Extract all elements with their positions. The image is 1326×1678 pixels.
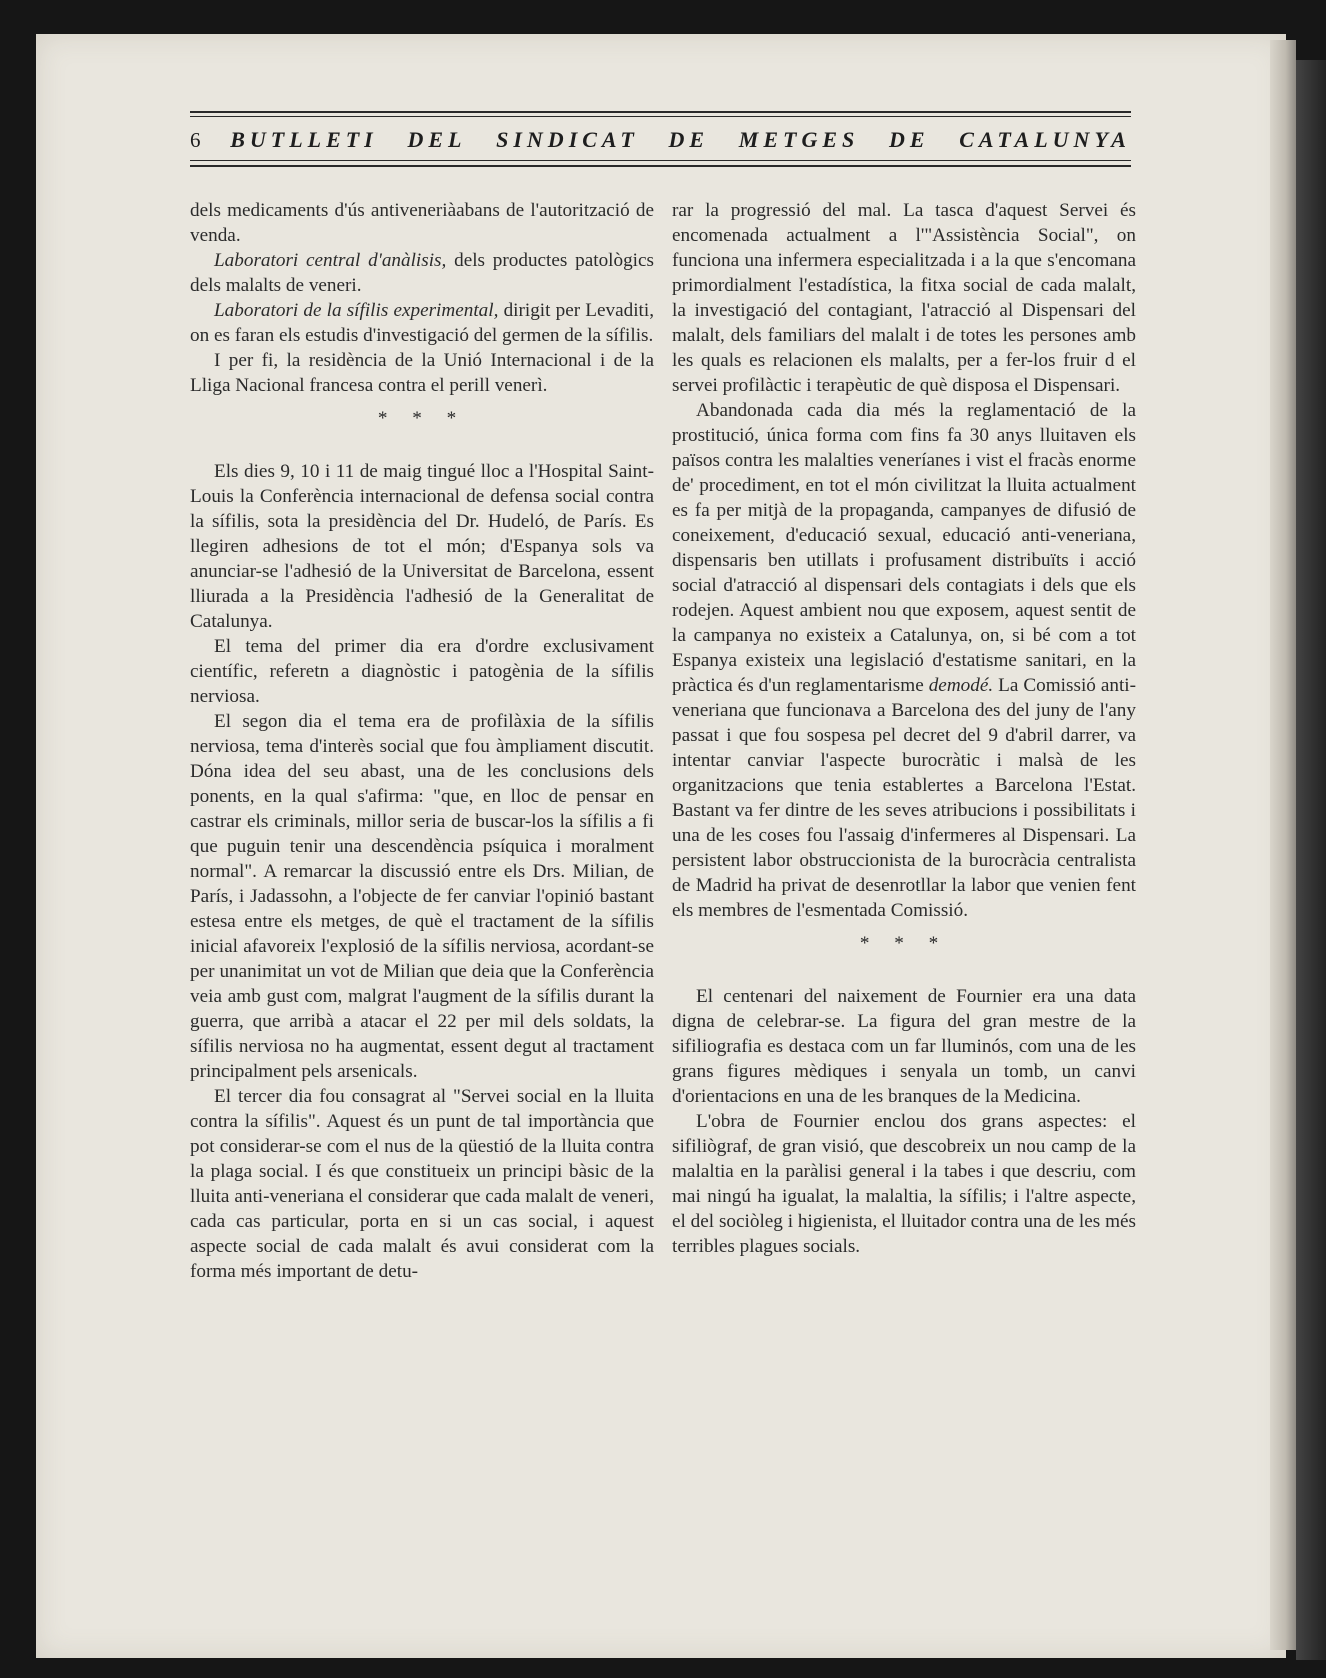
paragraph xyxy=(190,248,654,298)
paragraph: L'obra de Fournier enclou dos grans aspectes: el sifiliògraf, de gran visió, que descobreix un nou camp de la malaltia en la paràlisi general i la tabes i que descriu, com mai ningú ha igualat, la malaltia, la sífilis; i l'altre aspecte, el del sociòleg i higienista, el lluitador contra una de les més terribles plagues socials. xyxy=(672,1111,1136,1257)
header-word: DEL xyxy=(407,127,467,152)
paragraph: Els dies 9, 10 i 11 de maig tingué lloc a l'Hospital Saint-Louis la Conferència internacional de defensa social contra la sífilis, sota la presidència del Dr. Hudeló, de París. Es llegiren adhesions de tot el món; d'Espanya sols va anunciar-se l'adhesió de la Universitat de Barcelona, essent lliurada a la Presidència l'adhesió de la Generalitat de Catalunya. xyxy=(190,461,654,632)
paragraph-text: dirigit per Levaditi, on es faran els estudis d'investigació del germen de la sífilis. xyxy=(190,300,654,346)
page-spine xyxy=(1270,40,1296,1650)
section-separator: * * * xyxy=(859,933,949,954)
paragraph xyxy=(190,298,654,348)
italic-heading: Laboratori de la sífilis experimental, xyxy=(214,300,499,321)
page-number: 6 xyxy=(190,127,201,152)
header-word: DE xyxy=(888,127,930,152)
header-rule-top xyxy=(190,111,1131,113)
paragraph: El centenari del naixement de Fournier era una data digna de celebrar-se. La figura del gran mestre de la sifiliografia es destaca com un far lluminós, com una de les grans figures mèdiques i senyala un tomb, un canvi d'orientacions en una de les branques de la Medicina. xyxy=(672,986,1136,1107)
italic-heading: Laboratori central d'anàlisis, xyxy=(214,250,447,271)
section-separator: * * * xyxy=(377,408,467,429)
paragraph: El segon dia el tema era de profilàxia de la sífilis nerviosa, tema d'interès social que fou àmpliament discutit. Dóna idea del seu abast, una de les conclusions dels ponents, en la qual s'afirma: "que, en lloc de pensar en castrar els criminals, millor seria de buscar-los la sífilis a fi que puguin tenir una descendència psíquica i moralment normal". A remarcar la discussió entre els Drs. Milian, de París, i Jadassohn, a l'objecte de fer canviar l'opinió bastant estesa entre els metges, de què el tractament de la sífilis inicial afavoreix l'explosió de la sífilis nerviosa, acordant-se per unanimitat un vot de Milian que deia que la Conferència veia amb gust com, malgrat l'augment de la sífilis durant la guerra, que arribà a atacar el 22 per mil dels soldats, la sífilis nerviosa no ha augmentat, essent degut al tractament principalment pels arsenicals. xyxy=(190,711,654,1082)
italic-word: demodé. xyxy=(928,675,994,696)
header-word: METGES xyxy=(738,127,860,152)
paragraph: I per fi, la residència de la Unió Internacional i de la Lliga Nacional francesa contra el perill venerì. xyxy=(190,350,654,396)
paragraph: rar la progressió del mal. La tasca d'aquest Servei és encomenada actualment a l'"Assistència Social", on funciona una infermera especialitzada i a la que s'encomana primordialment l'estadística, la fitxa social de cada malalt, la investigació del contagiant, l'atracció al Dispensari del malalt, dels familiars del malalt i de totes les persones amb les quals es relacionen els malalts, per a fer-los fruir d el servei profilàctic i terapèutic de què disposa el Dispensari. xyxy=(672,200,1136,396)
paragraph: El tema del primer dia era d'ordre exclusivament científic, referetn a diagnòstic i patogènia de la sífilis nerviosa. xyxy=(190,636,654,707)
header-word: BUTLLETI xyxy=(230,127,378,152)
paragraph-text: dels productes patològics dels malalts de veneri. xyxy=(190,250,654,296)
paragraph-text: Abandonada cada dia més la reglamentació de la prostitució, única forma com fins fa 30 anys lluitaven els països contra les malalties veneríanes i vist el fracàs enorme de' procediment, en tot el món civilitzat la lluita actualment es fa per mitjà de la propaganda, campanyes de difusió de coneixement, d'educació sexual, educació anti-veneriana, dispensaris ben utillats i profusament distribuïts i acció social d'atracció al dispensari dels contagiats i dels que els rodejen. Aquest ambient nou que exposem, aquest sentit de la campanya no existeix a Catalunya, on, si bé com a tot Espanya existeix una legislació d'estatisme sanitari, en la pràctica és d'un reglamentarisme xyxy=(672,400,1136,696)
book-edge xyxy=(1296,60,1326,1660)
header-word: CATALUNYA xyxy=(959,127,1131,152)
paragraph xyxy=(672,398,1136,923)
header-rule-bottom xyxy=(190,165,1131,167)
header-rule-top-thin xyxy=(190,116,1131,117)
left-column xyxy=(190,198,654,1284)
header-word: DE xyxy=(668,127,710,152)
paragraph: dels medicaments d'ús antiveneriàabans de l'autorització de venda. xyxy=(190,200,654,246)
paragraph-text: La Comissió anti-veneriana que funcionava a Barcelona des del juny de l'any passat i que fou sospesa pel decret del 9 d'abril darrer, va intentar canviar l'aspecte burocràtic i malsà de les organitzacions que tenia establertes a Barcelona l'Estat. Bastant va fer dintre de les seves atribucions i possibilitats i una de les coses fou l'assaig d'infermeres al Dispensari. La persistent labor obstruccionista de la burocràcia centralista de Madrid ha privat de desenrotllar la labor que venien fent els membres de l'esmentada Comissió. xyxy=(672,675,1137,921)
paragraph: El tercer dia fou consagrat al "Servei social en la lluita contra la sífilis". Aquest és un punt de tal importància que pot considerar-se com el nus de la qüestió de la lluita contra la plaga social. I és que constitueix un principi bàsic de la lluita anti-veneriana el considerar que cada malalt de veneri, cada cas particular, porta en si un cas social, i aquest aspecte social de cada malalt és avui considerat com la forma més important de detu- xyxy=(190,1086,654,1282)
header-rule-bottom-thin xyxy=(190,160,1131,161)
running-header xyxy=(190,120,1131,160)
right-column xyxy=(672,198,1136,1259)
header-word: SINDICAT xyxy=(496,127,639,152)
